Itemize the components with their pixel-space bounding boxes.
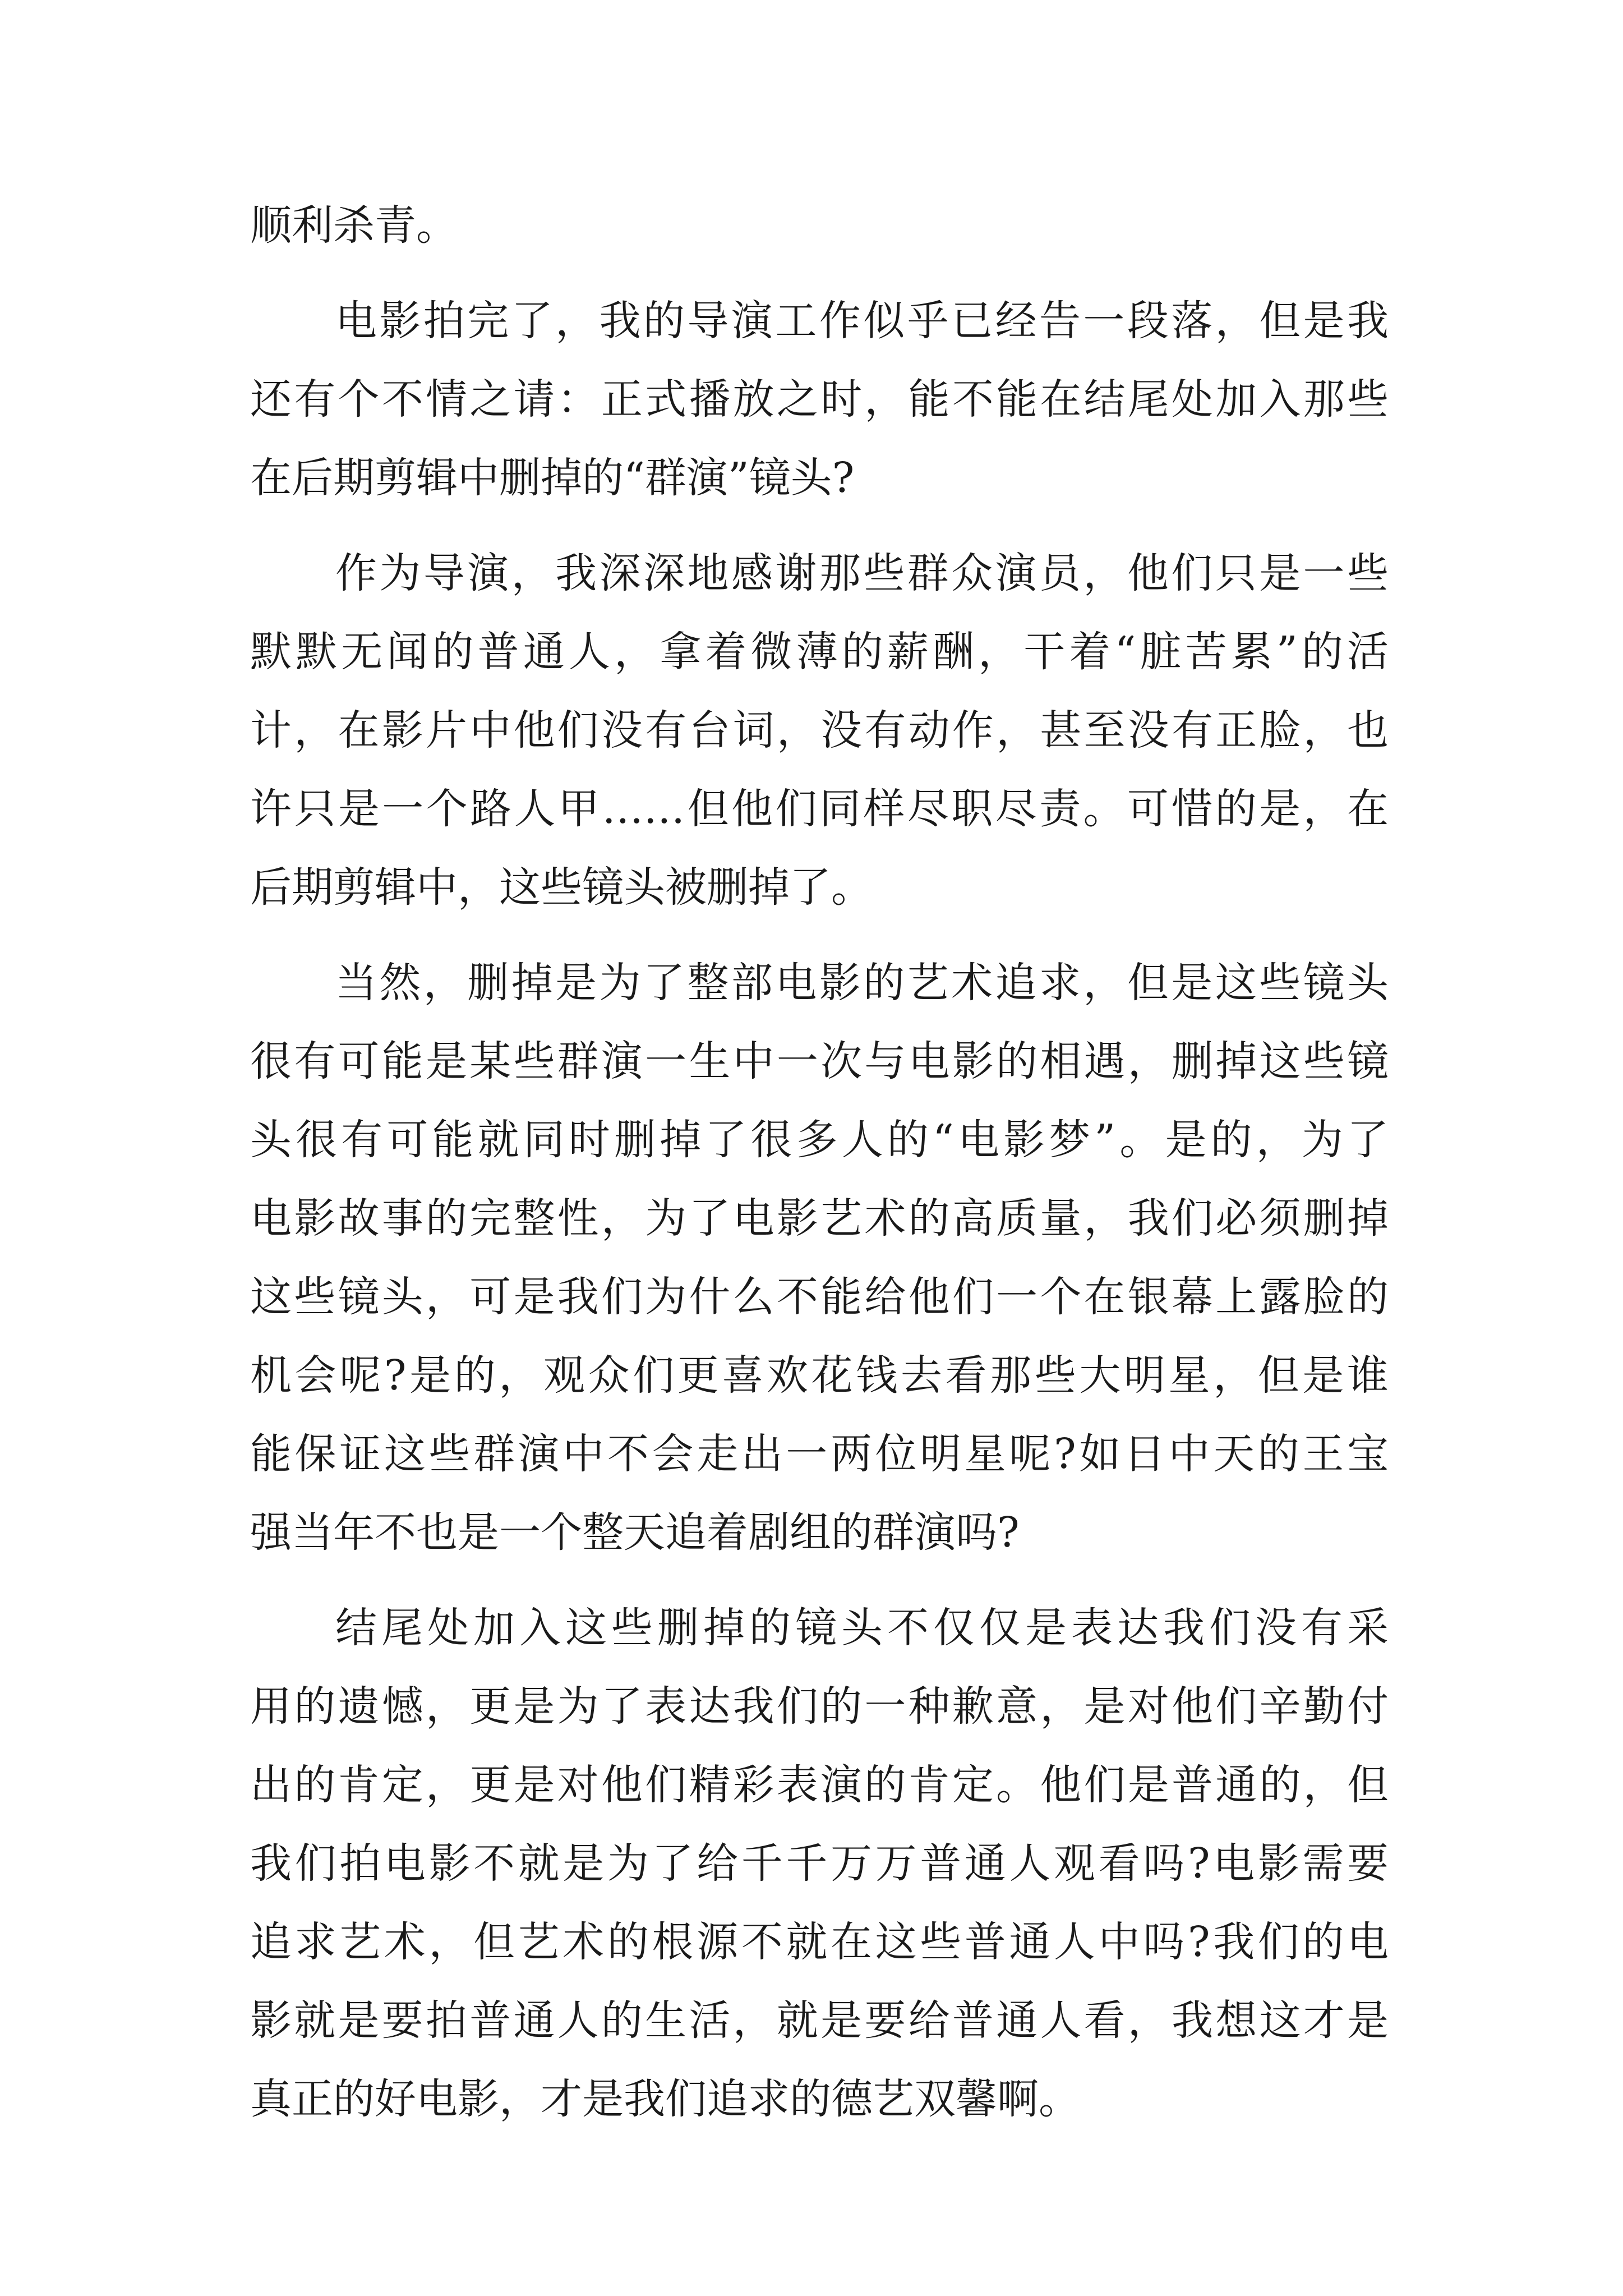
text-line: 强当年不也是一个整天追着剧组的群演吗?	[250, 1508, 1020, 1557]
text-line: 出的肯定，更是对他们精彩表演的肯定。他们是普通的，但	[250, 1761, 1389, 1809]
text-line: 很有可能是某些群演一生中一次与电影的相遇，删掉这些镜	[250, 1037, 1389, 1085]
text-line: 作为导演，我深深地感谢那些群众演员，他们只是一些	[335, 549, 1389, 597]
text-line: 真正的好电影，才是我们追求的德艺双馨啊。	[250, 2075, 1080, 2123]
text-line: 机会呢?是的，观众们更喜欢花钱去看那些大明星，但是谁	[250, 1351, 1389, 1400]
text-line: 结尾处加入这些删掉的镜头不仅仅是表达我们没有采	[335, 1604, 1389, 1652]
text-line: 电影故事的完整性，为了电影艺术的高质量，我们必须删掉	[250, 1194, 1389, 1243]
text-line: 后期剪辑中，这些镜头被删掉了。	[250, 863, 873, 912]
text-line: 追求艺术，但艺术的根源不就在这些普通人中吗?我们的电	[250, 1918, 1389, 1966]
text-line: 我们拍电影不就是为了给千千万万普通人观看吗?电影需要	[250, 1839, 1389, 1888]
text-line: 能保证这些群演中不会走出一两位明星呢?如日中天的王宝	[250, 1430, 1389, 1478]
text-line: 默默无闻的普通人，拿着微薄的薪酬，干着“脏苦累”的活	[250, 628, 1389, 676]
text-line: 用的遗憾，更是为了表达我们的一种歉意，是对他们辛勤付	[250, 1682, 1389, 1731]
text-line: 计，在影片中他们没有台词，没有动作，甚至没有正脸，也	[250, 706, 1389, 754]
text-line: 许只是一个路人甲……但他们同样尽职尽责。可惜的是，在	[250, 785, 1389, 833]
text-line: 在后期剪辑中删掉的“群演”镜头?	[250, 454, 855, 502]
text-line: 当然，删掉是为了整部电影的艺术追求，但是这些镜头	[335, 959, 1389, 1007]
text-line: 还有个不情之请：正式播放之时，能不能在结尾处加入那些	[250, 375, 1389, 424]
text-line: 这些镜头，可是我们为什么不能给他们一个在银幕上露脸的	[250, 1273, 1389, 1321]
text-line: 头很有可能就同时删掉了很多人的“电影梦”。是的，为了	[250, 1116, 1389, 1164]
text-line: 电影拍完了，我的导演工作似乎已经告一段落，但是我	[335, 297, 1389, 345]
text-line: 影就是要拍普通人的生活，就是要给普通人看，我想这才是	[250, 1996, 1389, 2045]
text-line: 顺利杀青。	[250, 201, 458, 250]
